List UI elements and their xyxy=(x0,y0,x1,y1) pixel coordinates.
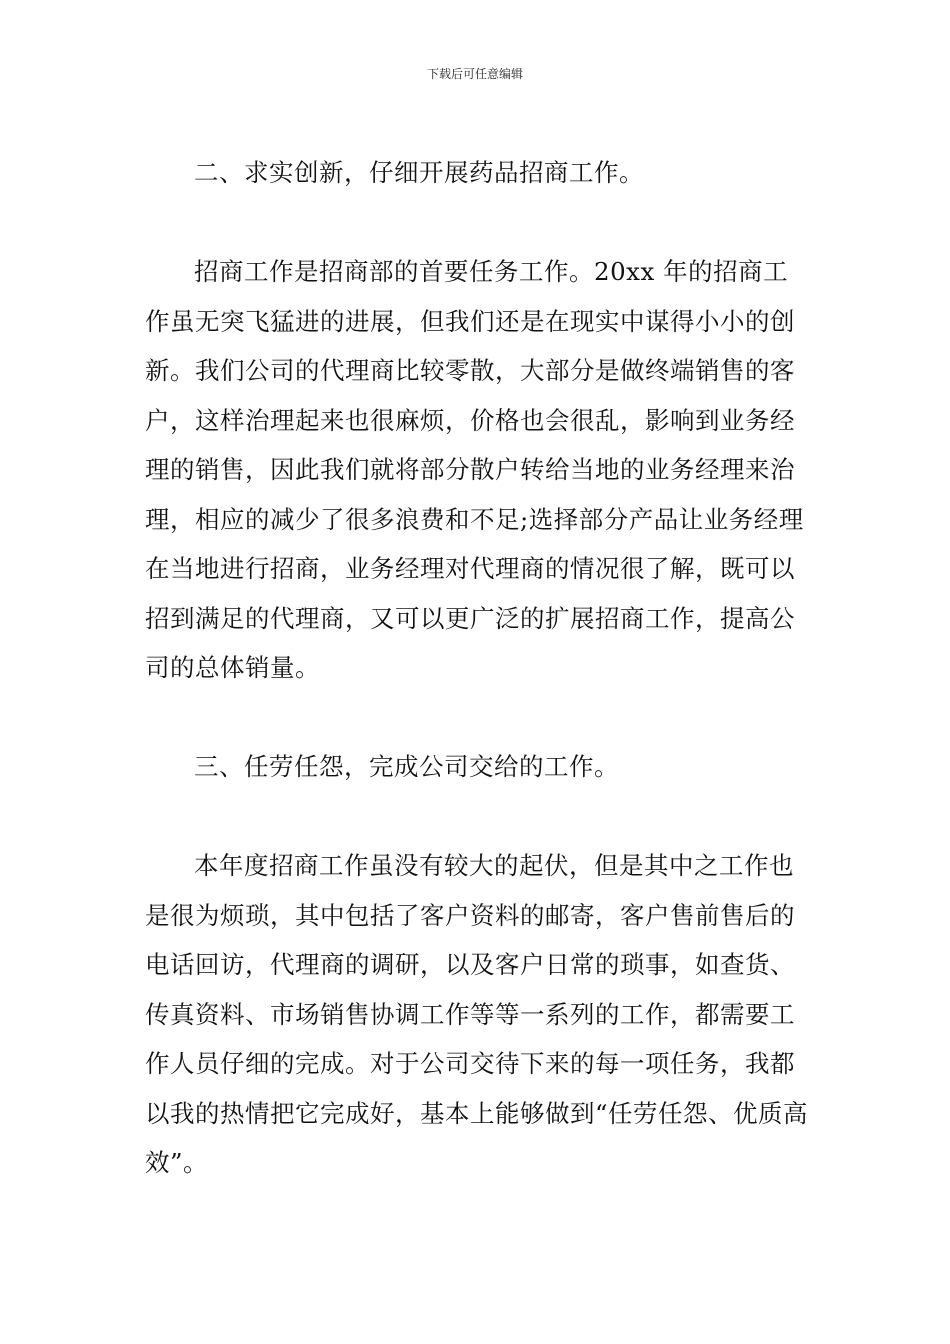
section-heading-3: 三、任劳任怨，完成公司交给的工作。 xyxy=(194,752,619,781)
section-heading-2: 二、求实创新，仔细开展药品招商工作。 xyxy=(194,158,644,187)
section-paragraph-3: 本年度招商工作虽没有较大的起伏，但是其中之工作也是很为烦琐，其中包括了客户资料的邮寄，客户售前售后的电话回访，代理商的调研，以及客户日常的琐事，如查货、传真资料、市场销售协调工作等等一系列的工作，都需要工作人员仔细的完成。对于公司交待下来的每一项任务，我都以我的热情把它完成好，基本上能够做到“任劳任怨、优质高效”。 xyxy=(145,851,809,1177)
spacer xyxy=(145,792,809,842)
page-header: 下载后可任意编辑 xyxy=(426,67,523,81)
spacer xyxy=(145,198,809,248)
section-paragraph-2: 招商工作是招商部的首要任务工作。20xx 年的招商工作虽无突飞猛进的进展，但我们还是在现实中谋得小小的创新。我们公司的代理商比较零散，大部分是做终端销售的客户，这样治理起来也很麻烦，价格也会很乱，影响到业务经理的销售，因此我们就将部分散户转给当地的业务经理来治理，相应的减少了很多浪费和不足;选择部分产品让业务经理在当地进行招商，业务经理对代理商的情况很了解，既可以招到满足的代理商，又可以更广泛的扩展招商工作，提高公司的总体销量。 xyxy=(145,257,804,682)
spacer xyxy=(145,693,809,743)
document-body xyxy=(145,148,809,1188)
